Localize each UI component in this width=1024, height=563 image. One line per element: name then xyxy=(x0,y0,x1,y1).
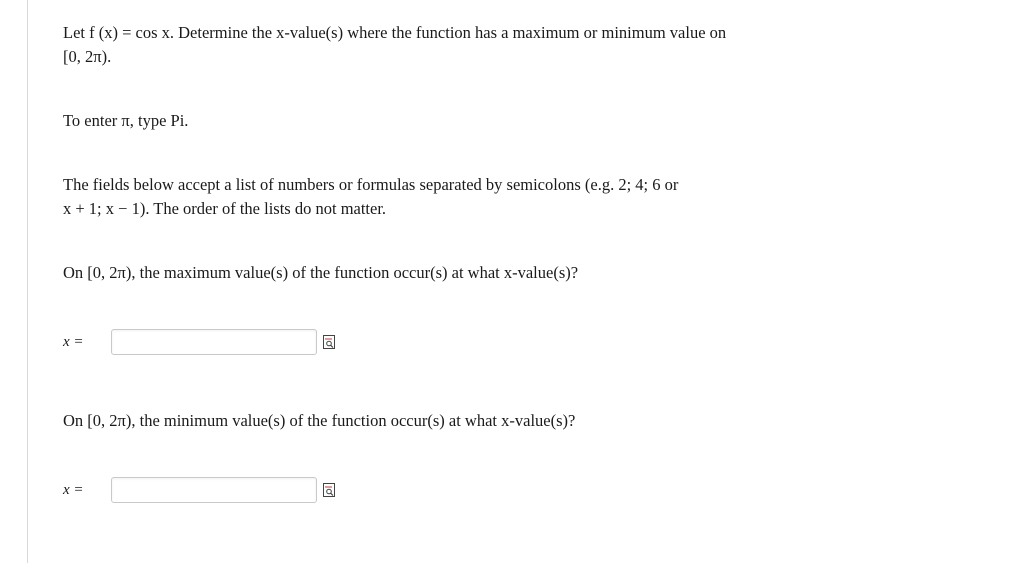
min-answer-input[interactable] xyxy=(111,477,317,503)
max-answer-row xyxy=(63,328,335,356)
max-answer-input[interactable] xyxy=(111,329,317,355)
min-answer-label: x = xyxy=(63,481,84,498)
problem-statement-line-1: Let f (x) = cos x. Determine the x-value(s) where the function has a maximum or minimum value on xyxy=(63,23,727,42)
problem-statement xyxy=(63,21,803,69)
max-answer-label: x = xyxy=(63,333,84,350)
max-question: On [0, 2π), the maximum value(s) of the function occur(s) at what x-value(s)? xyxy=(63,263,579,282)
problem-statement-line-2: [0, 2π). xyxy=(63,47,112,66)
min-answer-row xyxy=(63,476,335,504)
fields-instructions-line-2: x + 1; x − 1). The order of the lists do not matter. xyxy=(63,199,387,218)
left-border xyxy=(27,0,28,563)
max-preview-icon[interactable] xyxy=(323,335,335,349)
min-question: On [0, 2π), the minimum value(s) of the function occur(s) at what x-value(s)? xyxy=(63,411,576,430)
min-preview-icon[interactable] xyxy=(323,483,335,497)
pi-hint: To enter π, type Pi. xyxy=(63,111,189,130)
fields-instructions xyxy=(63,173,803,221)
fields-instructions-line-1: The fields below accept a list of numbers or formulas separated by semicolons (e.g. 2; 4; 6 or xyxy=(63,175,679,194)
